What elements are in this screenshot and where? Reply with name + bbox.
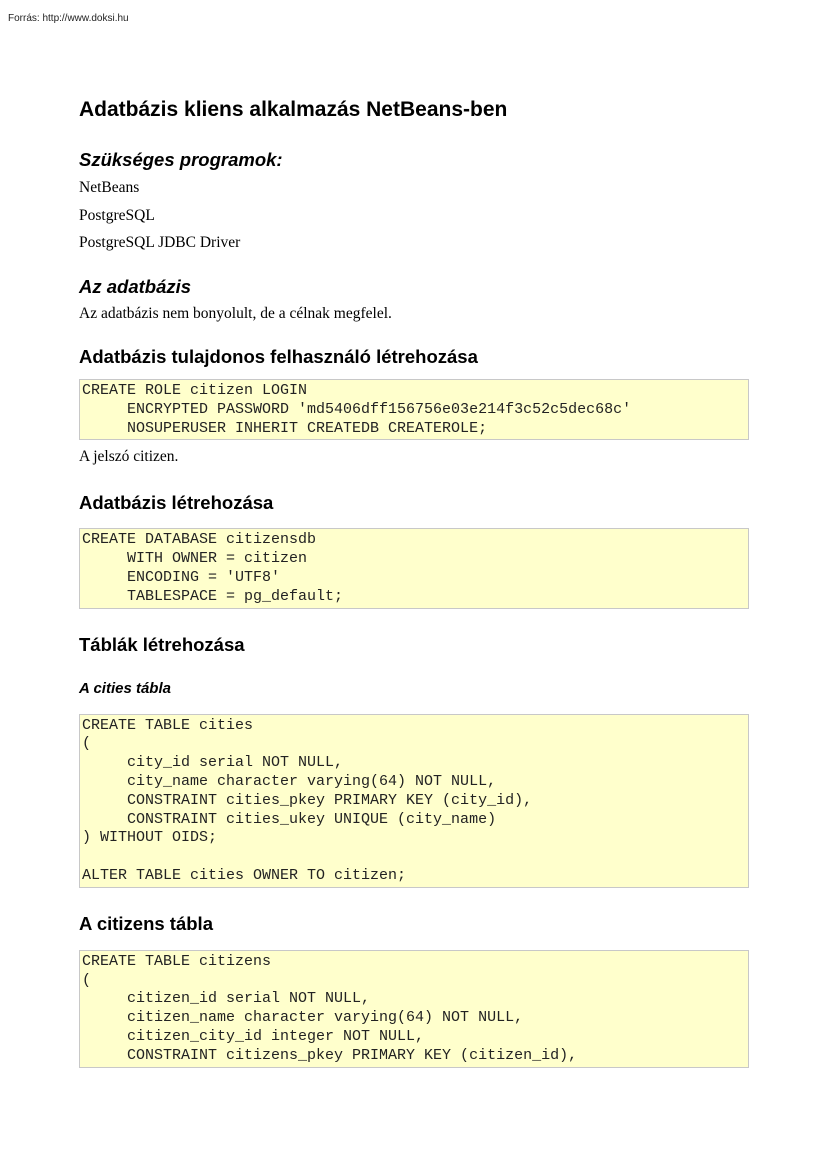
code-line: NOSUPERUSER INHERIT CREATEDB CREATEROLE;: [82, 419, 488, 437]
code-line: CREATE TABLE cities: [82, 716, 254, 734]
document-body: [79, 96, 749, 1068]
code-line: ) WITHOUT OIDS;: [82, 829, 218, 847]
code-line: (: [82, 971, 92, 989]
database-heading: Az adatbázis: [79, 276, 192, 297]
programs-heading: Szükséges programok:: [79, 149, 283, 170]
code-line: TABLESPACE = pg_default;: [82, 587, 344, 605]
tables-heading: Táblák létrehozása: [79, 633, 245, 655]
owner-heading: Adatbázis tulajdonos felhasználó létrehozása: [79, 346, 478, 367]
code-line: ENCODING = 'UTF8': [82, 568, 281, 586]
cities-code-block: [79, 714, 749, 888]
code-line: citizen_id serial NOT NULL,: [82, 990, 371, 1008]
create-db-heading: Adatbázis létrehozása: [79, 492, 274, 514]
code-line: WITH OWNER = citizen: [82, 550, 308, 568]
create-db-code-block: [79, 528, 749, 608]
program-item-postgresql: PostgreSQL: [79, 206, 155, 224]
citizens-table-heading: A citizens tábla: [79, 912, 213, 934]
database-description: Az adatbázis nem bonyolult, de a célnak megfelel.: [79, 305, 392, 322]
page-title: Adatbázis kliens alkalmazás NetBeans-ben: [79, 98, 508, 121]
code-line: CONSTRAINT citizens_pkey PRIMARY KEY (citizen_id),: [82, 1046, 578, 1064]
password-note: A jelszó citizen.: [79, 448, 179, 466]
code-line: CREATE ROLE citizen LOGIN: [82, 382, 308, 399]
source-url: Forrás: http://www.doksi.hu: [8, 13, 129, 24]
code-line: citizen_city_id integer NOT NULL,: [82, 1027, 425, 1045]
cities-table-heading: A cities tábla: [79, 679, 171, 697]
code-line: CONSTRAINT cities_pkey PRIMARY KEY (city_id),: [82, 791, 533, 809]
code-line: CREATE DATABASE citizensdb: [82, 531, 317, 549]
code-line: ALTER TABLE cities OWNER TO citizen;: [82, 866, 407, 884]
code-line: city_name character varying(64) NOT NULL,: [82, 772, 497, 790]
code-line: ENCRYPTED PASSWORD 'md5406dff156756e03e214f3c52c5dec68c': [82, 400, 632, 418]
program-item-netbeans: NetBeans: [79, 179, 140, 196]
code-line: (: [82, 735, 92, 753]
code-line: CREATE TABLE citizens: [82, 952, 272, 970]
code-line: [82, 848, 748, 867]
code-line: city_id serial NOT NULL,: [82, 754, 344, 772]
program-item-jdbc-driver: PostgreSQL JDBC Driver: [79, 234, 241, 251]
code-line: CONSTRAINT cities_ukey UNIQUE (city_name): [82, 810, 497, 828]
code-line: citizen_name character varying(64) NOT NULL,: [82, 1009, 524, 1027]
citizens-code-block: [79, 950, 749, 1068]
owner-code-block: [79, 379, 749, 440]
